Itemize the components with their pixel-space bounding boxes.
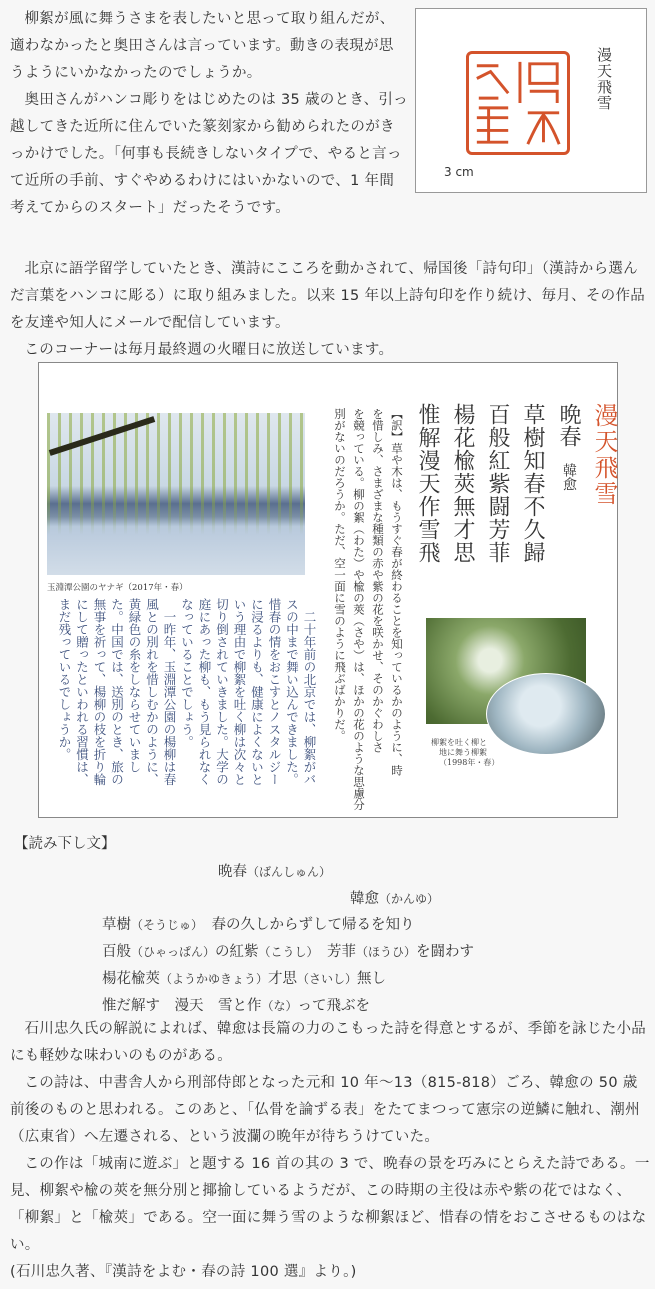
line-segment: 楊花楡莢 [102,971,160,987]
translation-column: を競っている。柳の絮（わた）や楡の莢（さや）は、ほかの花のような思慮分 [352,408,366,811]
line-segment: （ひゃっぱん） [131,945,216,959]
title-ruby: （ばんしゅん） [247,865,332,879]
line-segment: を闘わす [416,944,475,960]
ground-catkin-photo [486,673,606,755]
body-column: に浸るよりも、健康によくないと [249,598,265,786]
yomikudashi-heading: 【読み下し文】 [14,836,116,852]
body-column: 黄緑色の糸をしならせていまし [127,598,142,773]
yomikudashi-line [102,915,415,935]
willow-photo [47,413,305,575]
intro-bottom-block [10,256,650,364]
intro-paragraph: このコーナーは毎月最終週の火曜日に放送しています。 [24,342,394,358]
body-column: 無事を祈って、楊柳の枝を折り輪 [92,598,107,786]
seal-figure [415,8,647,193]
commentary-paragraph: この作は「城南に遊ぶ」と題する 16 首の其の 3 で、晩春の景を巧みにとらえた詩である。一見、柳絮や楡の莢を無分別と揶揄しているようだが、この時期の主役は赤や紫の花ではなく、「柳絮」と「楡莢」である。空一面に舞う雪のような柳絮ほど、惜春の情をおこさせるものはない。 [10,1156,650,1253]
line-segment: 芳菲 [312,944,357,960]
body-column: た。中国では、送別のとき、旅の [109,598,125,786]
yomikudashi-author [350,889,439,909]
translation-column: 【訳】草や木は、もうすぐ春が終わることを知っているかのように、時 [390,408,404,776]
line-segment: の紅紫 [215,944,259,960]
intro-top-block [10,6,408,222]
poem-line: 百般紅紫闘芳菲 [485,403,510,564]
line-segment: 惟だ解す 漫天 雪と作 [102,998,262,1014]
seal-size: 3 cm [444,165,474,179]
yomikudashi-line [102,942,474,962]
line-segment: （ようかゆきょう） [160,972,269,986]
caption-line: （1998年・春） [439,758,500,767]
seal-label: 漫天飛雪 [595,47,613,111]
body-column: なっていることでしょう。 [179,598,195,748]
line-segment: （な） [261,999,298,1013]
poem-line: 楊花楡莢無才思 [450,403,475,564]
intro-paragraph: 奥田さんがハンコ彫りをはじめたのは 35 歳のとき、引っ越してきた近所に住んでいた篆刻家から勧められたのがきっかけでした。「何事も長続きしないタイプで、やると言って近所の手前、すぐやめるわけにはいかないので、1 年間考えてからのスタート」だったそうです。 [10,92,408,216]
commentary-paragraph: この詩は、中書舎人から刑部侍郎となった元和 10 年〜13（815-818）ごろ、韓愈の 50 歳前後のものと思われる。このあと、「仏骨を論ずる表」をたてまつって憲宗の逆鱗に触れ、潮州（広東省）へ左遷される、という波瀾の晩年が待ちうけていた。 [10,1075,640,1145]
body-column: 風との別れを惜しむかのように、 [144,598,160,786]
line-segment: 草樹 [102,917,131,933]
poem-author: 韓愈 [561,463,577,491]
poem-title: 漫天飛雪 [590,403,618,507]
poem-name: 晩春 [556,403,581,447]
poem-line: 草樹知春不久歸 [520,403,545,564]
body-column: まだ残っているでしょうか。 [57,598,72,761]
source-note: (石川忠久著、『漢詩をよむ・春の詩 100 選』より。) [10,1264,357,1280]
caption-line: 地に舞う柳絮 [439,748,487,757]
body-column: 二十年前の北京では、柳絮がバ [302,598,317,786]
commentary-paragraph: 石川忠久氏の解説によれば、韓愈は長篇の力のこもった詩を得意とするが、季節を詠じた小品にも軽妙な味わいのものがある。 [10,1021,647,1064]
line-segment: （さいし） [297,972,358,986]
body-column: にして贈ったといわれる習慣は、 [74,598,90,786]
body-column: いう理由で柳絮を吐く柳は次々と [232,598,247,786]
line-segment: 百般 [102,944,131,960]
yomikudashi-line [102,969,386,989]
commentary-block [10,1016,650,1286]
photo-caption [431,738,499,768]
title-text: 晩春 [218,864,247,880]
translation-column: 別がないのだろうか。ただ、空一面に雪のように飛ぶばかりだ。 [333,408,347,742]
caption-line: 柳絮を吐く柳と [431,738,487,747]
line-segment: （こうし） [258,945,313,959]
photo-caption: 玉淵潭公園のヤナギ（2017年・春） [47,583,188,593]
body-column: スの中まで舞い込んできました。 [284,598,300,786]
seal-stamp-image [466,51,570,155]
yomikudashi-line [102,996,370,1016]
yomikudashi-title [218,862,331,882]
author-text: 韓愈 [350,891,379,907]
line-segment: 春の久しからずして帰るを知り [197,917,415,933]
body-column: 切り倒されていきました。大学の [214,598,230,786]
intro-paragraph: 北京に語学留学していたとき、漢詩にこころを動かされて、帰国後「詩句印」（漢詩から選んだ言葉をハンコに彫る）に取り組みました。以来 15 年以上詩句印を作り続け、毎月、その作品を友達や知人にメールで配信しています。 [10,261,646,331]
line-segment: （そうじゅ） [131,918,198,932]
body-column: 庭にあった柳も、もう見られなく [197,598,212,786]
line-segment: 才思 [268,971,298,987]
poem-line: 惟解漫天作雪飛 [415,403,440,564]
body-column: 惜春の情をおこすとノスタルジー [267,598,282,786]
line-segment: （ほうひ） [356,945,417,959]
poem-panel [38,362,618,818]
body-column: 一昨年、玉淵潭公園の楊柳は春 [162,598,177,786]
translation-column: を惜しみ、さまざまな種類の赤や紫の花を咲かせ、そのかぐわしさ [371,408,385,753]
author-ruby: （かんゆ） [379,892,440,906]
line-segment: って飛ぶを [297,998,371,1014]
line-segment: 無し [357,971,387,987]
intro-paragraph: 柳絮が風に舞うさまを表したいと思って取り組んだが、適わなかったと奥田さんは言っています。動きの表現が思うようにいかなかったのでしょうか。 [10,11,395,81]
